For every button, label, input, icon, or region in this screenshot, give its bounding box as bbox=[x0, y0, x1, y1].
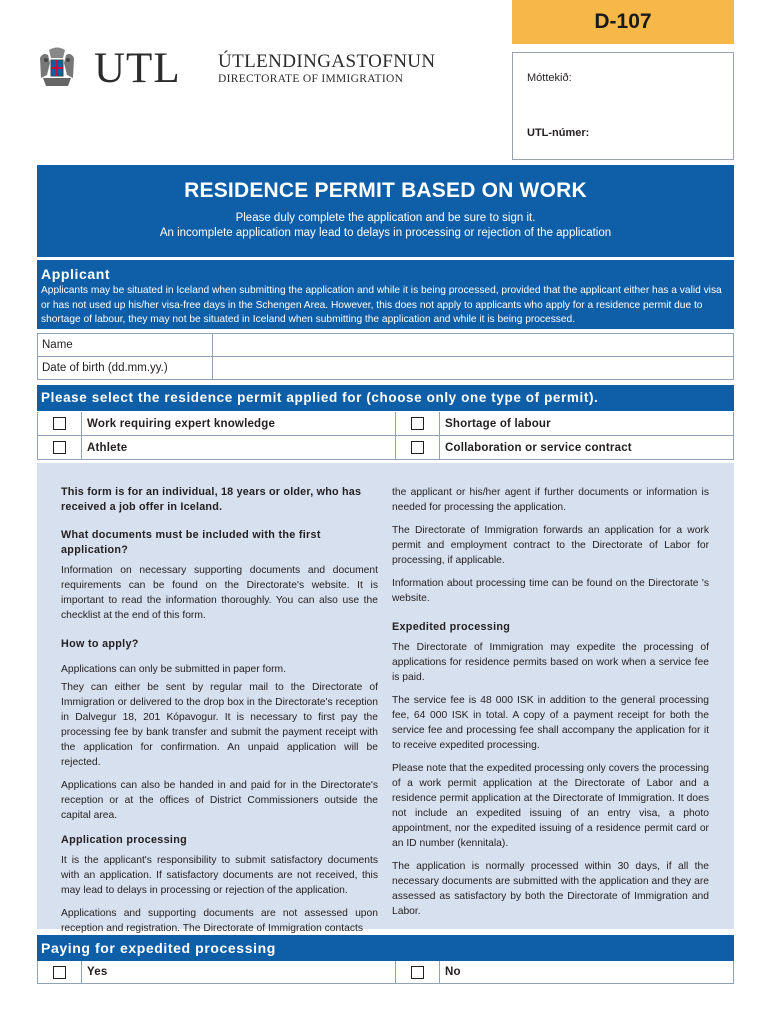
information-panel bbox=[37, 463, 734, 934]
right-paragraph-1: the applicant or his/her agent if further documents or information is needed for processing the application. bbox=[392, 487, 709, 513]
applicant-note: Applicants may be situated in Iceland when submitting the application and while it is being processed, provided that the applicant either has a valid visa or has not used up his/her visa-free days in the Schengen Area. However, this does not apply to applicants who apply for a residence permit due to shortage of labour, they may not be situated in Iceland when submitting the application and while it is being processed. bbox=[41, 285, 722, 325]
yes-label: Yes bbox=[82, 961, 396, 983]
name-field-row bbox=[37, 333, 734, 357]
utl-number-label: UTL-númer: bbox=[527, 127, 590, 139]
right-paragraph-2: The Directorate of Immigration forwards an application for a work permit and employment contract to the Directorate of Labor for processing, if applicable. bbox=[392, 525, 709, 566]
agency-name: ÚTLENDINGASTOFNUN bbox=[218, 51, 436, 72]
shortage-of-labour-label: Shortage of labour bbox=[445, 417, 551, 430]
payment-band bbox=[37, 935, 734, 961]
payment-heading: Paying for expedited processing bbox=[41, 940, 276, 956]
shortage-of-labour-checkbox[interactable] bbox=[411, 417, 424, 430]
name-field[interactable] bbox=[213, 334, 733, 356]
expedited-paragraph-1: The Directorate of Immigration may expedite the processing of applications for residence permits based on work when a service fee is paid. bbox=[392, 642, 709, 683]
dob-label: Date of birth (dd.mm.yy.) bbox=[38, 357, 213, 379]
applicant-heading: Applicant bbox=[41, 266, 111, 282]
checkbox-cell bbox=[38, 412, 82, 435]
yes-checkbox[interactable] bbox=[53, 966, 66, 979]
expedited-paragraph-4: The application is normally processed within 30 days, if all the necessary documents are submitted with the application and they are assessed as satisfactory by both the Directorate of Immigration and Labor. bbox=[392, 861, 709, 917]
athlete-label: Athlete bbox=[82, 436, 396, 459]
expert-knowledge-label: Work requiring expert knowledge bbox=[82, 412, 396, 435]
right-paragraph-3: Information about processing time can be found on the Directorate 's website. bbox=[392, 578, 709, 604]
checkbox-cell bbox=[38, 961, 82, 983]
applicant-band bbox=[37, 260, 734, 329]
title-instruction-2: An incomplete application may lead to delays in processing or rejection of the application bbox=[159, 227, 612, 239]
no-label: No bbox=[445, 966, 461, 978]
dob-field[interactable] bbox=[213, 357, 733, 379]
checkbox-cell bbox=[38, 436, 82, 459]
checkbox-cell bbox=[396, 436, 440, 459]
permit-selection-band bbox=[37, 385, 734, 411]
apply-paragraph-2: They can either be sent by regular mail to the Directorate of Immigration or delivered to the drop box in the Directorate's reception in Dalvegur 18, 201 Kópavogur. It is necessary to first pay the processing fee by bank transfer and submit the payment receipt with the application for confirmation. An unpaid application will be rejected. bbox=[61, 682, 378, 768]
collaboration-contract-label: Collaboration or service contract bbox=[445, 441, 632, 454]
apply-heading: How to apply? bbox=[61, 638, 139, 650]
form-code-badge bbox=[512, 0, 734, 44]
expedited-paragraph-2: The service fee is 48 000 ISK in addition to the general processing fee, 64 000 ISK in total. A copy of a payment receipt for both the service fee and processing fee shall accompany the application for it to receive expedited processing. bbox=[392, 695, 709, 751]
form-code: D-107 bbox=[594, 10, 652, 33]
permit-options-row bbox=[37, 412, 734, 436]
checkbox-cell bbox=[396, 961, 440, 983]
title-instruction-1: Please duly complete the application and be sure to sign it. bbox=[235, 212, 536, 224]
agency-subtitle: DIRECTORATE OF IMMIGRATION bbox=[218, 73, 404, 85]
name-label: Name bbox=[38, 334, 213, 356]
received-label: Móttekið: bbox=[527, 72, 572, 84]
processing-paragraph-1: It is the applicant's responsibility to submit satisfactory documents with an application. If satisfactory documents are not received, this may lead to delays in processing or rejection of the application. bbox=[61, 855, 378, 896]
info-left-column bbox=[61, 485, 378, 944]
apply-paragraph-1: Applications can only be submitted in paper form. bbox=[61, 664, 286, 675]
title-band bbox=[37, 165, 734, 257]
checkbox-cell bbox=[396, 412, 440, 435]
documents-text: Information on necessary supporting documents and document requirements can be found on the Directorate's website. It is important to read the information thoroughly. You can also use the checklist at the end of this form. bbox=[61, 565, 378, 621]
utl-logo: UTL bbox=[94, 45, 181, 92]
processing-paragraph-2: Applications and supporting documents are not assessed upon reception and registration. The Directorate of Immigration contacts bbox=[61, 908, 378, 934]
processing-heading: Application processing bbox=[61, 834, 187, 846]
no-checkbox[interactable] bbox=[411, 966, 424, 979]
intro-text: This form is for an individual, 18 years or older, who has received a job offer in Iceland. bbox=[61, 486, 362, 513]
dob-field-row bbox=[37, 357, 734, 380]
office-use-box bbox=[512, 52, 734, 160]
athlete-checkbox[interactable] bbox=[53, 441, 66, 454]
payment-options-table bbox=[37, 961, 734, 984]
iceland-coat-of-arms-icon bbox=[34, 46, 80, 92]
info-right-column bbox=[392, 485, 709, 927]
expedited-heading: Expedited processing bbox=[392, 621, 511, 633]
permit-options-table bbox=[37, 412, 734, 460]
payment-options-row bbox=[37, 961, 734, 984]
form-title: RESIDENCE PERMIT BASED ON WORK bbox=[184, 179, 587, 202]
apply-paragraph-3: Applications can also be handed in and paid for in the Directorate's reception or at the offices of District Commissioners outside the capital area. bbox=[61, 780, 378, 821]
expert-knowledge-checkbox[interactable] bbox=[53, 417, 66, 430]
permit-options-row bbox=[37, 436, 734, 460]
collaboration-contract-checkbox[interactable] bbox=[411, 441, 424, 454]
expedited-paragraph-3: Please note that the expedited processing only covers the processing of a work permit application at the Directorate of Labor and a residence permit application at the Directorate of Immigration. It does not include an expedited issuing of an entry visa, a photo appointment, nor the expedited issuing of a residence permit card or an ID number (kennitala). bbox=[392, 763, 709, 849]
permit-selection-heading: Please select the residence permit applied for (choose only one type of permit). bbox=[41, 390, 599, 405]
documents-heading: What documents must be included with the first application? bbox=[61, 529, 321, 556]
